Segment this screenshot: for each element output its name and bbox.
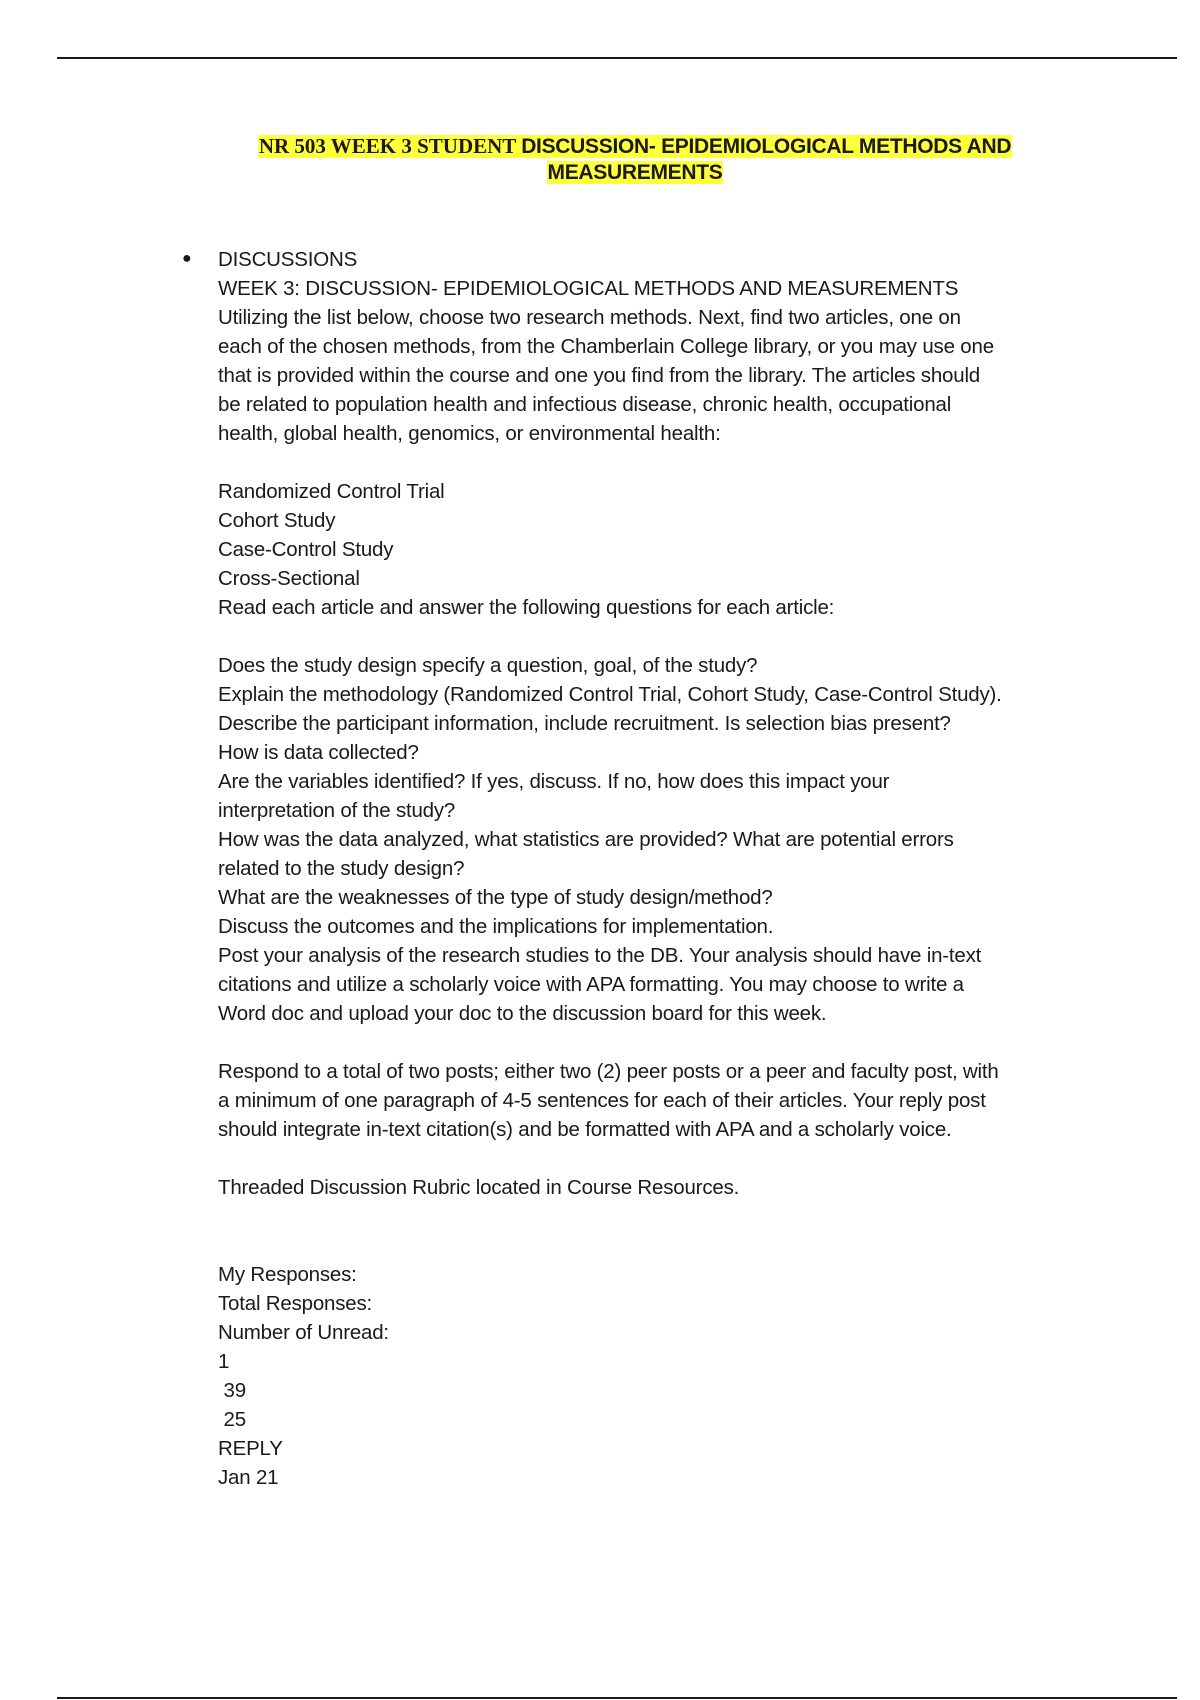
question-line: interpretation of the study? <box>218 799 456 822</box>
question-line: Post your analysis of the research studies to the DB. Your analysis should have in-text <box>218 944 982 967</box>
bottom-rule <box>57 1697 1177 1699</box>
question-line: Are the variables identified? If yes, discuss. If no, how does this impact your <box>218 770 890 793</box>
discussion-heading: WEEK 3: DISCUSSION- EPIDEMIOLOGICAL METHODS AND MEASUREMENTS <box>218 277 959 300</box>
question-line: Explain the methodology (Randomized Control Trial, Cohort Study, Case-Control Study). <box>218 683 1002 706</box>
section-label: DISCUSSIONS <box>218 248 358 271</box>
question-line: Discuss the outcomes and the implications for implementation. <box>218 915 774 938</box>
respond-line: a minimum of one paragraph of 4-5 sentences for each of their articles. Your reply post <box>218 1089 986 1112</box>
intro-line: that is provided within the course and one you find from the library. The articles should <box>218 364 981 387</box>
stat-value-unread: 25 <box>218 1408 246 1431</box>
question-line: Describe the participant information, include recruitment. Is selection bias present? <box>218 712 951 735</box>
question-line: Does the study design specify a question, goal, of the study? <box>218 654 758 677</box>
title-topic-part: DISCUSSION- EPIDEMIOLOGICAL METHODS AND <box>521 135 1012 158</box>
stat-label-my-responses: My Responses: <box>218 1263 357 1286</box>
post-date: Jan 21 <box>218 1466 279 1489</box>
intro-line: each of the chosen methods, from the Chamberlain College library, or you may use one <box>218 335 994 358</box>
intro-line: be related to population health and infectious disease, chronic health, occupational <box>218 393 952 416</box>
stat-value-my-responses: 1 <box>218 1350 230 1373</box>
respond-line: Respond to a total of two posts; either two (2) peer posts or a peer and faculty post, with <box>218 1060 999 1083</box>
intro-line: health, global health, genomics, or environmental health: <box>218 422 721 445</box>
bullet-icon: ● <box>182 250 192 267</box>
top-rule <box>57 57 1177 59</box>
question-line: What are the weaknesses of the type of study design/method? <box>218 886 773 909</box>
title-second-line: MEASUREMENTS <box>547 161 723 184</box>
rubric-note: Threaded Discussion Rubric located in Course Resources. <box>218 1176 740 1199</box>
stat-label-unread: Number of Unread: <box>218 1321 389 1344</box>
discussion-content <box>218 245 1118 1492</box>
question-line: citations and utilize a scholarly voice with APA formatting. You may choose to write a <box>218 973 964 996</box>
read-instruction: Read each article and answer the following questions for each article: <box>218 596 835 619</box>
question-line: related to the study design? <box>218 857 465 880</box>
method-item: Randomized Control Trial <box>218 480 445 503</box>
stat-value-total-responses: 39 <box>218 1379 246 1402</box>
title-course-part: NR 503 WEEK 3 STUDENT <box>258 134 522 158</box>
question-line: How is data collected? <box>218 741 419 764</box>
question-line: Word doc and upload your doc to the discussion board for this week. <box>218 1002 827 1025</box>
document-title <box>0 133 1200 186</box>
question-line: How was the data analyzed, what statistics are provided? What are potential errors <box>218 828 954 851</box>
method-item: Case-Control Study <box>218 538 394 561</box>
respond-line: should integrate in-text citation(s) and be formatted with APA and a scholarly voice. <box>218 1118 952 1141</box>
stat-label-total-responses: Total Responses: <box>218 1292 373 1315</box>
method-item: Cross-Sectional <box>218 567 360 590</box>
method-item: Cohort Study <box>218 509 336 532</box>
intro-line: Utilizing the list below, choose two research methods. Next, find two articles, one on <box>218 306 961 329</box>
reply-label: REPLY <box>218 1437 283 1460</box>
